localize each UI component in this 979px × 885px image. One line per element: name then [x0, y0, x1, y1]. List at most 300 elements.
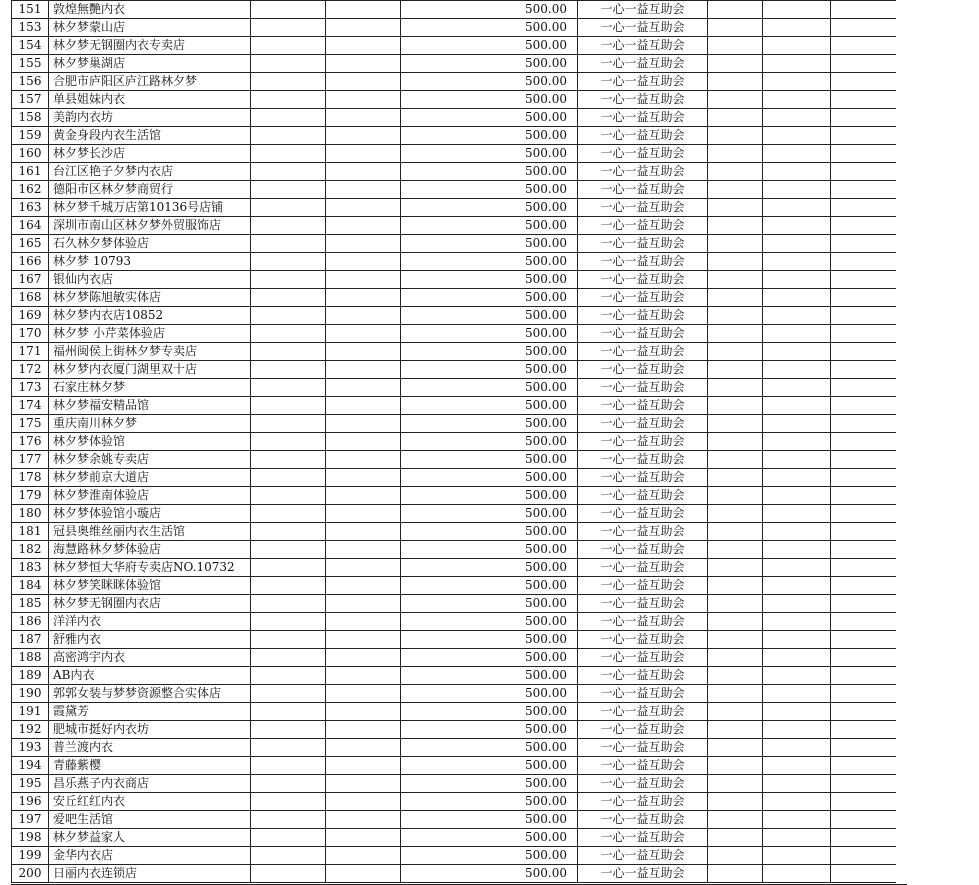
amount-cell: 500.00 — [401, 685, 578, 703]
empty-cell — [831, 145, 897, 163]
amount-cell: 500.00 — [401, 775, 578, 793]
empty-cell — [708, 289, 763, 307]
row-number-cell: 161 — [12, 163, 49, 181]
empty-cell — [326, 793, 401, 811]
organization-cell: 一心一益互助会 — [578, 343, 708, 361]
empty-cell — [831, 829, 897, 847]
organization-cell: 一心一益互助会 — [578, 271, 708, 289]
store-name-cell: 舒雅内衣 — [49, 631, 251, 649]
empty-cell — [763, 613, 831, 631]
store-name-cell: 林夕梦长沙店 — [49, 145, 251, 163]
empty-cell — [251, 847, 326, 865]
store-name-cell: 林夕梦 小芹菜体验店 — [49, 325, 251, 343]
empty-cell — [763, 361, 831, 379]
organization-cell: 一心一益互助会 — [578, 163, 708, 181]
empty-cell — [831, 577, 897, 595]
amount-cell: 500.00 — [401, 217, 578, 235]
amount-cell: 500.00 — [401, 451, 578, 469]
empty-cell — [326, 505, 401, 523]
table-row — [12, 55, 897, 73]
empty-cell — [326, 289, 401, 307]
row-number-cell: 160 — [12, 145, 49, 163]
empty-cell — [251, 559, 326, 577]
empty-cell — [831, 253, 897, 271]
empty-cell — [251, 37, 326, 55]
store-name-cell: 林夕梦福安精品馆 — [49, 397, 251, 415]
empty-cell — [708, 271, 763, 289]
empty-cell — [326, 667, 401, 685]
store-name-cell: 冠县奥维丝丽内衣生活馆 — [49, 523, 251, 541]
store-name-cell: 肥城市挺好内衣坊 — [49, 721, 251, 739]
empty-cell — [708, 109, 763, 127]
empty-cell — [251, 55, 326, 73]
row-number-cell: 162 — [12, 181, 49, 199]
organization-cell: 一心一益互助会 — [578, 181, 708, 199]
organization-cell: 一心一益互助会 — [578, 595, 708, 613]
empty-cell — [251, 199, 326, 217]
empty-cell — [763, 289, 831, 307]
empty-cell — [831, 127, 897, 145]
store-name-cell: 石久林夕梦体验店 — [49, 235, 251, 253]
row-number-cell: 164 — [12, 217, 49, 235]
empty-cell — [326, 163, 401, 181]
amount-cell: 500.00 — [401, 91, 578, 109]
empty-cell — [251, 1, 326, 19]
row-number-cell: 157 — [12, 91, 49, 109]
store-name-cell: 合肥市庐阳区庐江路林夕梦 — [49, 73, 251, 91]
table-row — [12, 271, 897, 289]
empty-cell — [763, 271, 831, 289]
empty-cell — [763, 145, 831, 163]
empty-cell — [251, 181, 326, 199]
amount-cell: 500.00 — [401, 271, 578, 289]
table-row — [12, 505, 897, 523]
empty-cell — [763, 37, 831, 55]
row-number-cell: 184 — [12, 577, 49, 595]
empty-cell — [326, 487, 401, 505]
store-name-cell: 金华内衣店 — [49, 847, 251, 865]
amount-cell: 500.00 — [401, 595, 578, 613]
row-number-cell: 154 — [12, 37, 49, 55]
empty-cell — [763, 235, 831, 253]
empty-cell — [831, 703, 897, 721]
empty-cell — [763, 541, 831, 559]
table-row — [12, 361, 897, 379]
organization-cell: 一心一益互助会 — [578, 145, 708, 163]
empty-cell — [251, 469, 326, 487]
empty-cell — [831, 235, 897, 253]
row-number-cell: 189 — [12, 667, 49, 685]
row-number-cell: 194 — [12, 757, 49, 775]
amount-cell: 500.00 — [401, 181, 578, 199]
table-row — [12, 1, 897, 19]
amount-cell: 500.00 — [401, 343, 578, 361]
empty-cell — [251, 685, 326, 703]
row-number-cell: 153 — [12, 19, 49, 37]
organization-cell: 一心一益互助会 — [578, 523, 708, 541]
amount-cell: 500.00 — [401, 19, 578, 37]
empty-cell — [708, 595, 763, 613]
empty-cell — [251, 91, 326, 109]
empty-cell — [708, 307, 763, 325]
empty-cell — [251, 631, 326, 649]
empty-cell — [708, 217, 763, 235]
amount-cell: 500.00 — [401, 847, 578, 865]
empty-cell — [708, 577, 763, 595]
store-name-cell: 爱吧生活馆 — [49, 811, 251, 829]
table-row — [12, 127, 897, 145]
organization-cell: 一心一益互助会 — [578, 505, 708, 523]
table-row — [12, 757, 897, 775]
organization-cell: 一心一益互助会 — [578, 811, 708, 829]
organization-cell: 一心一益互助会 — [578, 235, 708, 253]
empty-cell — [708, 397, 763, 415]
empty-cell — [326, 217, 401, 235]
empty-cell — [251, 235, 326, 253]
table-row — [12, 721, 897, 739]
organization-cell: 一心一益互助会 — [578, 397, 708, 415]
empty-cell — [326, 271, 401, 289]
table-row — [12, 811, 897, 829]
table-row — [12, 703, 897, 721]
table-row — [12, 235, 897, 253]
table-row — [12, 163, 897, 181]
row-number-cell: 173 — [12, 379, 49, 397]
amount-cell: 500.00 — [401, 253, 578, 271]
organization-cell: 一心一益互助会 — [578, 325, 708, 343]
table-row — [12, 181, 897, 199]
amount-cell: 500.00 — [401, 793, 578, 811]
empty-cell — [251, 19, 326, 37]
store-name-cell: 重庆南川林夕梦 — [49, 415, 251, 433]
empty-cell — [326, 73, 401, 91]
empty-cell — [763, 325, 831, 343]
store-name-cell: 海慧路林夕梦体验店 — [49, 541, 251, 559]
table-row — [12, 523, 897, 541]
row-number-cell: 191 — [12, 703, 49, 721]
empty-cell — [763, 757, 831, 775]
store-name-cell: 林夕梦恒大华府专卖店NO.10732 — [49, 559, 251, 577]
empty-cell — [251, 307, 326, 325]
amount-cell: 500.00 — [401, 559, 578, 577]
organization-cell: 一心一益互助会 — [578, 631, 708, 649]
amount-cell: 500.00 — [401, 415, 578, 433]
empty-cell — [251, 325, 326, 343]
organization-cell: 一心一益互助会 — [578, 667, 708, 685]
table-row — [12, 343, 897, 361]
store-name-cell: 洋洋内衣 — [49, 613, 251, 631]
empty-cell — [763, 577, 831, 595]
store-name-cell: 林夕梦巢湖店 — [49, 55, 251, 73]
table-row — [12, 667, 897, 685]
store-name-cell: 台江区艳子夕梦内衣店 — [49, 163, 251, 181]
empty-cell — [763, 793, 831, 811]
table-row — [12, 865, 897, 883]
table-row — [12, 91, 897, 109]
empty-cell — [831, 181, 897, 199]
empty-cell — [326, 757, 401, 775]
organization-cell: 一心一益互助会 — [578, 757, 708, 775]
store-name-cell: 林夕梦内衣店10852 — [49, 307, 251, 325]
store-name-cell: 安丘红红内衣 — [49, 793, 251, 811]
amount-cell: 500.00 — [401, 703, 578, 721]
empty-cell — [326, 523, 401, 541]
empty-cell — [763, 415, 831, 433]
organization-cell: 一心一益互助会 — [578, 415, 708, 433]
empty-cell — [251, 343, 326, 361]
organization-cell: 一心一益互助会 — [578, 865, 708, 883]
empty-cell — [763, 739, 831, 757]
empty-cell — [251, 379, 326, 397]
empty-cell — [831, 271, 897, 289]
empty-cell — [708, 829, 763, 847]
empty-cell — [763, 703, 831, 721]
store-name-cell: 昌乐燕子内衣商店 — [49, 775, 251, 793]
organization-cell: 一心一益互助会 — [578, 91, 708, 109]
empty-cell — [831, 73, 897, 91]
row-number-cell: 187 — [12, 631, 49, 649]
empty-cell — [708, 523, 763, 541]
empty-cell — [763, 307, 831, 325]
empty-cell — [708, 343, 763, 361]
table-row — [12, 631, 897, 649]
empty-cell — [831, 217, 897, 235]
empty-cell — [326, 55, 401, 73]
empty-cell — [708, 235, 763, 253]
row-number-cell: 180 — [12, 505, 49, 523]
empty-cell — [251, 739, 326, 757]
table-row — [12, 649, 897, 667]
empty-cell — [251, 865, 326, 883]
empty-cell — [251, 217, 326, 235]
organization-cell: 一心一益互助会 — [578, 55, 708, 73]
empty-cell — [708, 847, 763, 865]
row-number-cell: 168 — [12, 289, 49, 307]
organization-cell: 一心一益互助会 — [578, 307, 708, 325]
row-number-cell: 199 — [12, 847, 49, 865]
empty-cell — [708, 559, 763, 577]
empty-cell — [708, 613, 763, 631]
empty-cell — [326, 469, 401, 487]
store-name-cell: 福州闽侯上街林夕梦专卖店 — [49, 343, 251, 361]
empty-cell — [708, 631, 763, 649]
store-name-cell: 黄金身段内衣生活馆 — [49, 127, 251, 145]
empty-cell — [251, 253, 326, 271]
empty-cell — [251, 703, 326, 721]
organization-cell: 一心一益互助会 — [578, 685, 708, 703]
row-number-cell: 165 — [12, 235, 49, 253]
empty-cell — [763, 685, 831, 703]
empty-cell — [708, 721, 763, 739]
empty-cell — [831, 541, 897, 559]
row-number-cell: 163 — [12, 199, 49, 217]
organization-cell: 一心一益互助会 — [578, 199, 708, 217]
row-number-cell: 188 — [12, 649, 49, 667]
table-row — [12, 559, 897, 577]
empty-cell — [831, 559, 897, 577]
store-name-cell: 高密鸿宇内衣 — [49, 649, 251, 667]
empty-cell — [708, 163, 763, 181]
row-number-cell: 174 — [12, 397, 49, 415]
empty-cell — [708, 451, 763, 469]
row-number-cell: 183 — [12, 559, 49, 577]
empty-cell — [708, 865, 763, 883]
empty-cell — [326, 631, 401, 649]
store-name-cell: 林夕梦无钢圈内衣专卖店 — [49, 37, 251, 55]
amount-cell: 500.00 — [401, 721, 578, 739]
row-number-cell: 170 — [12, 325, 49, 343]
empty-cell — [326, 181, 401, 199]
amount-cell: 500.00 — [401, 235, 578, 253]
empty-cell — [251, 775, 326, 793]
table-row — [12, 199, 897, 217]
empty-cell — [326, 343, 401, 361]
row-number-cell: 166 — [12, 253, 49, 271]
amount-cell: 500.00 — [401, 739, 578, 757]
donation-table — [11, 0, 896, 883]
empty-cell — [326, 829, 401, 847]
empty-cell — [763, 505, 831, 523]
empty-cell — [326, 91, 401, 109]
empty-cell — [708, 1, 763, 19]
row-number-cell: 175 — [12, 415, 49, 433]
empty-cell — [763, 487, 831, 505]
store-name-cell: 美韵内衣坊 — [49, 109, 251, 127]
empty-cell — [708, 685, 763, 703]
store-name-cell: 林夕梦 10793 — [49, 253, 251, 271]
empty-cell — [831, 469, 897, 487]
empty-cell — [708, 667, 763, 685]
row-number-cell: 192 — [12, 721, 49, 739]
table-row — [12, 433, 897, 451]
amount-cell: 500.00 — [401, 163, 578, 181]
row-number-cell: 172 — [12, 361, 49, 379]
store-name-cell: 林夕梦陈旭敏实体店 — [49, 289, 251, 307]
organization-cell: 一心一益互助会 — [578, 361, 708, 379]
organization-cell: 一心一益互助会 — [578, 739, 708, 757]
row-number-cell: 195 — [12, 775, 49, 793]
empty-cell — [251, 361, 326, 379]
empty-cell — [763, 595, 831, 613]
empty-cell — [763, 127, 831, 145]
table-row — [12, 19, 897, 37]
organization-cell: 一心一益互助会 — [578, 469, 708, 487]
amount-cell: 500.00 — [401, 865, 578, 883]
empty-cell — [708, 145, 763, 163]
store-name-cell: 青藤紫樱 — [49, 757, 251, 775]
store-name-cell: 林夕梦笑眯眯体验馆 — [49, 577, 251, 595]
empty-cell — [326, 415, 401, 433]
organization-cell: 一心一益互助会 — [578, 721, 708, 739]
row-number-cell: 186 — [12, 613, 49, 631]
empty-cell — [831, 793, 897, 811]
empty-cell — [831, 595, 897, 613]
empty-cell — [251, 145, 326, 163]
amount-cell: 500.00 — [401, 469, 578, 487]
row-number-cell: 181 — [12, 523, 49, 541]
amount-cell: 500.00 — [401, 379, 578, 397]
table-row — [12, 379, 897, 397]
empty-cell — [708, 379, 763, 397]
row-number-cell: 158 — [12, 109, 49, 127]
empty-cell — [251, 163, 326, 181]
table-row — [12, 217, 897, 235]
empty-cell — [326, 307, 401, 325]
empty-cell — [326, 703, 401, 721]
empty-cell — [763, 199, 831, 217]
empty-cell — [251, 523, 326, 541]
store-name-cell: 敦煌無艷内衣 — [49, 1, 251, 19]
empty-cell — [251, 433, 326, 451]
store-name-cell: 林夕梦益家人 — [49, 829, 251, 847]
row-number-cell: 185 — [12, 595, 49, 613]
empty-cell — [831, 325, 897, 343]
empty-cell — [251, 721, 326, 739]
empty-cell — [326, 595, 401, 613]
table-row — [12, 613, 897, 631]
empty-cell — [251, 127, 326, 145]
store-name-cell: 林夕梦千城万店第10136号店铺 — [49, 199, 251, 217]
empty-cell — [708, 253, 763, 271]
empty-cell — [763, 73, 831, 91]
amount-cell: 500.00 — [401, 1, 578, 19]
empty-cell — [251, 667, 326, 685]
empty-cell — [831, 397, 897, 415]
table-row — [12, 325, 897, 343]
organization-cell: 一心一益互助会 — [578, 559, 708, 577]
empty-cell — [831, 865, 897, 883]
empty-cell — [326, 325, 401, 343]
empty-cell — [763, 253, 831, 271]
empty-cell — [708, 739, 763, 757]
amount-cell: 500.00 — [401, 145, 578, 163]
amount-cell: 500.00 — [401, 577, 578, 595]
empty-cell — [831, 109, 897, 127]
empty-cell — [708, 55, 763, 73]
amount-cell: 500.00 — [401, 487, 578, 505]
empty-cell — [326, 1, 401, 19]
empty-cell — [763, 91, 831, 109]
amount-cell: 500.00 — [401, 127, 578, 145]
organization-cell: 一心一益互助会 — [578, 847, 708, 865]
empty-cell — [763, 469, 831, 487]
empty-cell — [326, 361, 401, 379]
store-name-cell: 林夕梦内衣厦门湖里双十店 — [49, 361, 251, 379]
empty-cell — [763, 865, 831, 883]
empty-cell — [708, 505, 763, 523]
empty-cell — [251, 451, 326, 469]
empty-cell — [708, 541, 763, 559]
empty-cell — [708, 415, 763, 433]
row-number-cell: 156 — [12, 73, 49, 91]
amount-cell: 500.00 — [401, 37, 578, 55]
empty-cell — [831, 685, 897, 703]
organization-cell: 一心一益互助会 — [578, 433, 708, 451]
empty-cell — [251, 73, 326, 91]
empty-cell — [763, 829, 831, 847]
amount-cell: 500.00 — [401, 109, 578, 127]
empty-cell — [708, 199, 763, 217]
store-name-cell: 单县姐妹内衣 — [49, 91, 251, 109]
row-number-cell: 159 — [12, 127, 49, 145]
empty-cell — [708, 37, 763, 55]
empty-cell — [831, 415, 897, 433]
empty-cell — [251, 577, 326, 595]
empty-cell — [326, 577, 401, 595]
empty-cell — [763, 343, 831, 361]
amount-cell: 500.00 — [401, 73, 578, 91]
empty-cell — [708, 757, 763, 775]
